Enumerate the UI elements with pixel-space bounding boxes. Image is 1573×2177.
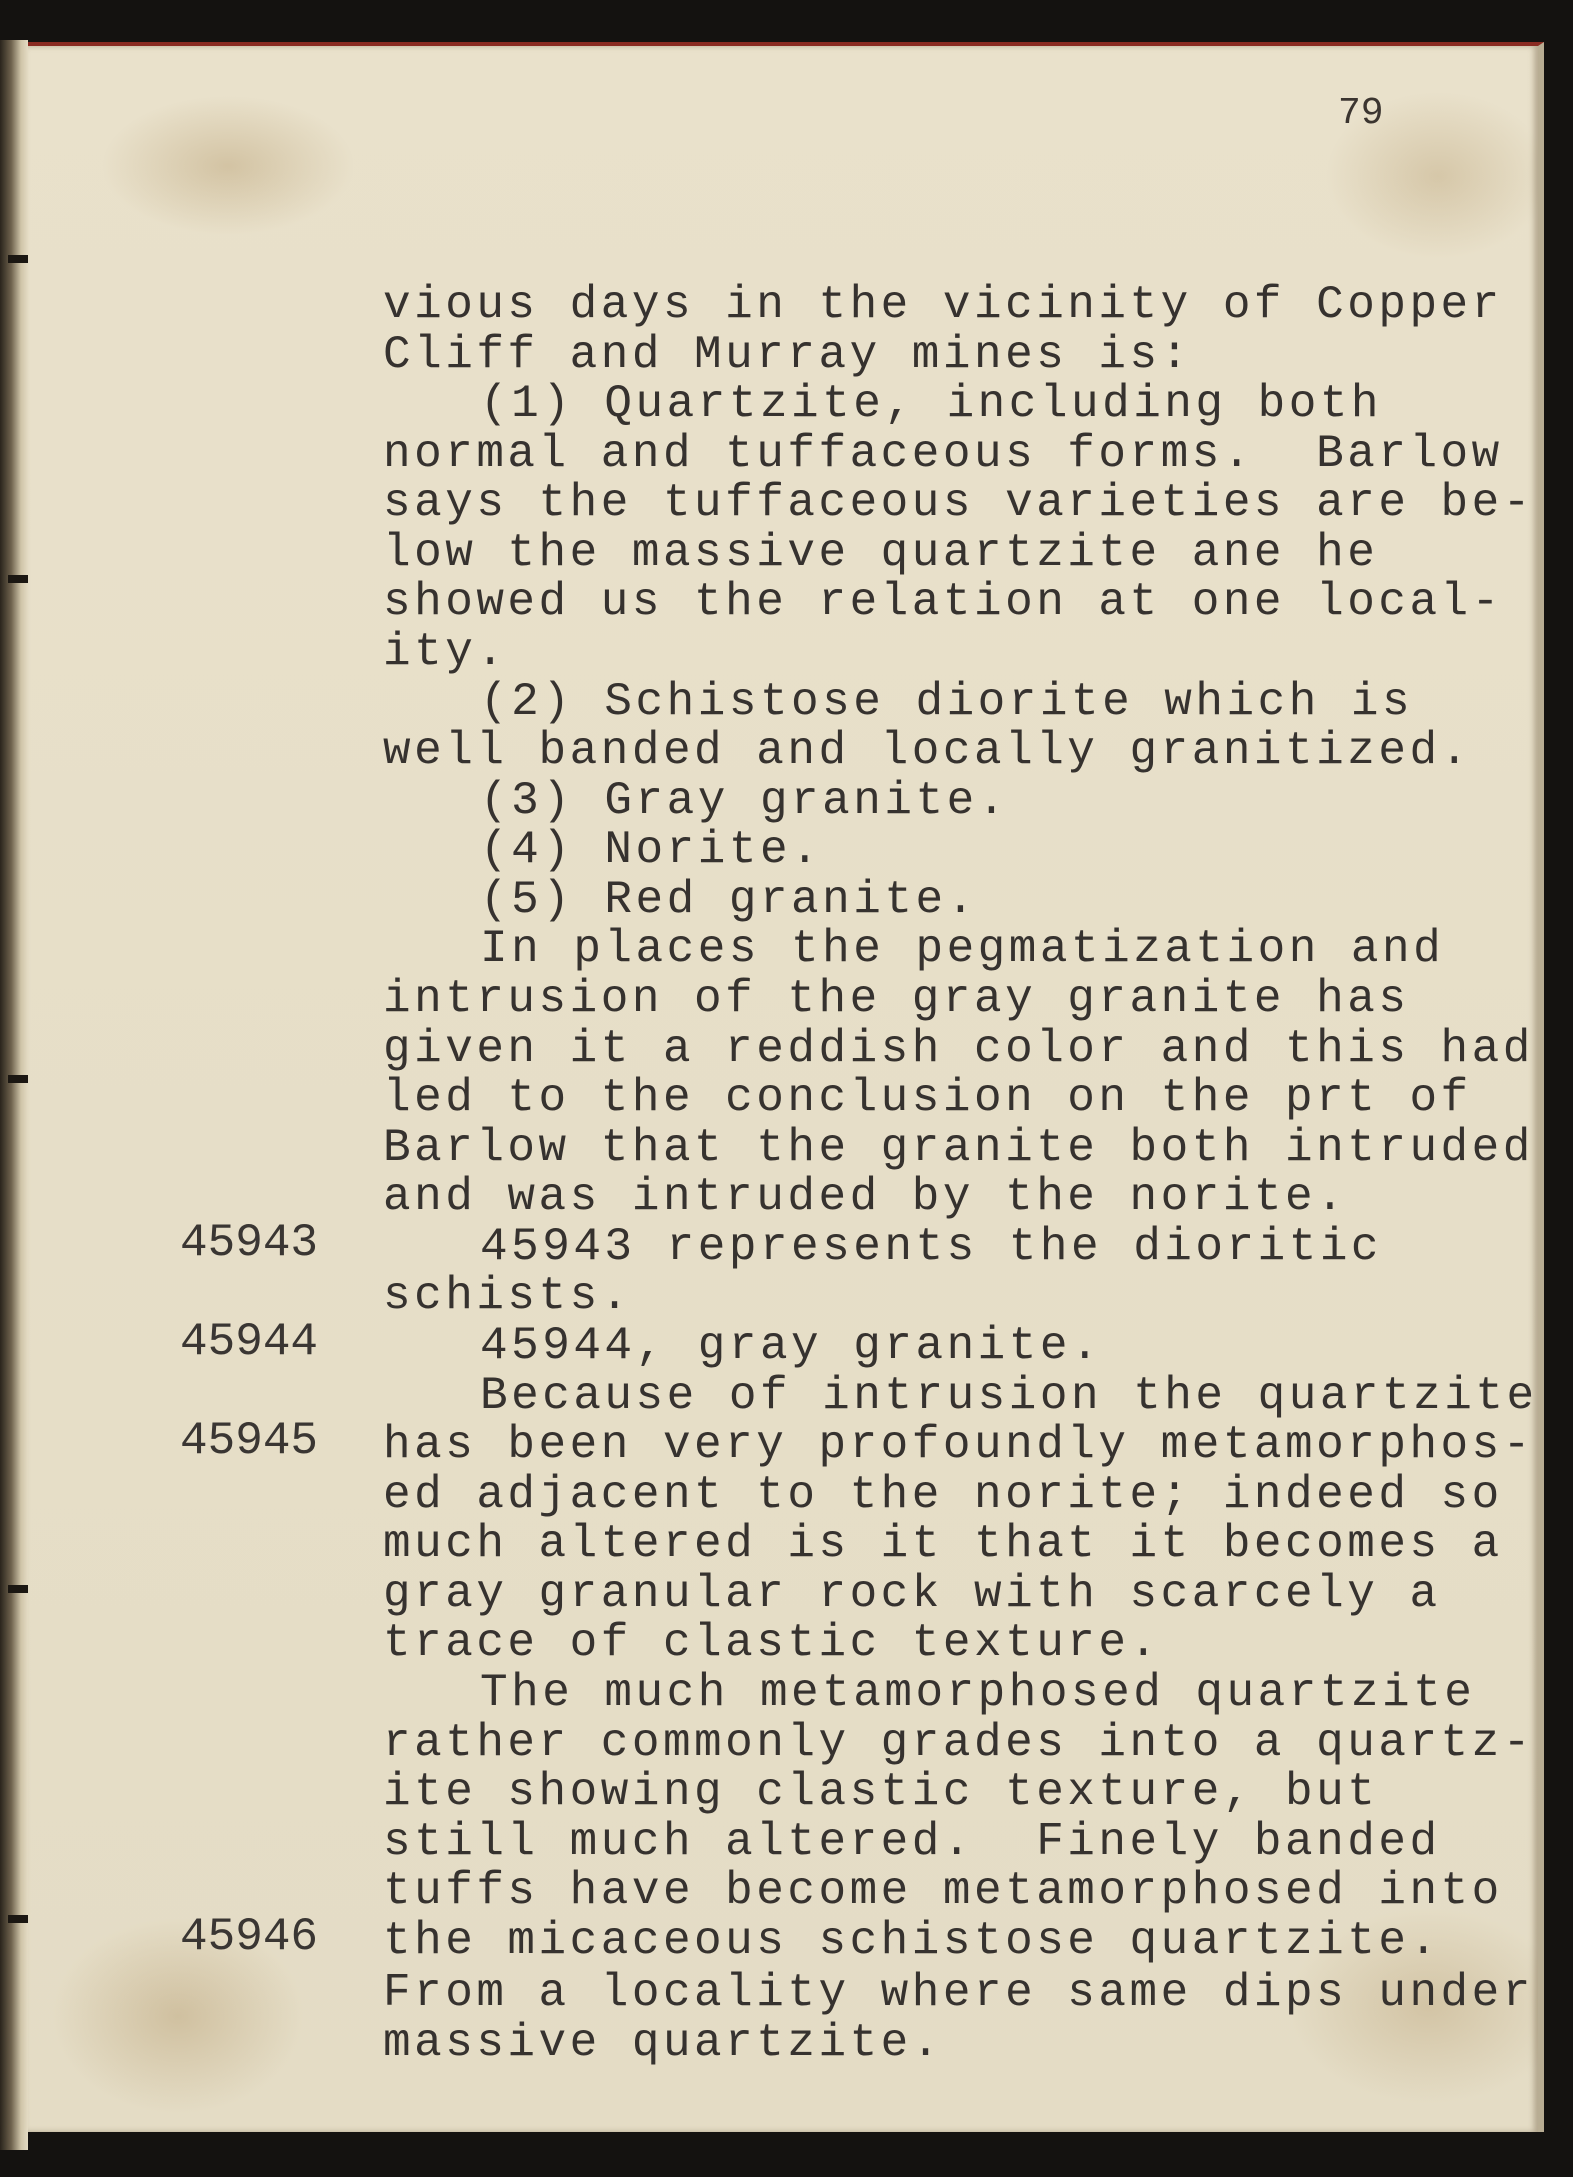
notebook-binding (0, 40, 28, 2150)
text-line: (4) Norite. (480, 824, 823, 876)
text-line: Because of intrusion the quartzite (480, 1370, 1538, 1422)
text-line: vious days in the vicinity of Copper (383, 279, 1503, 331)
text-line: Cliff and Murray mines is: (383, 329, 1192, 381)
text-line: much altered is it that it becomes a (383, 1518, 1503, 1570)
page-number: 79 (1338, 92, 1384, 135)
text-line: Barlow that the granite both intruded (383, 1122, 1534, 1174)
text-line: has been very profoundly metamorphos- (383, 1419, 1534, 1471)
margin-specimen-number: 45943 (180, 1217, 319, 1269)
text-line: (1) Quartzite, including both (480, 378, 1383, 430)
text-line: and was intruded by the norite. (383, 1171, 1348, 1223)
text-line: given it a reddish color and this had (383, 1023, 1534, 1075)
text-line: (3) Gray granite. (480, 775, 1009, 827)
margin-specimen-number: 45944 (180, 1316, 319, 1368)
text-line: low the massive quartzite ane he (383, 527, 1379, 579)
text-line: 45944, gray granite. (480, 1320, 1103, 1372)
text-line: the micaceous schistose quartzite. (383, 1915, 1441, 1967)
text-line: ite showing clastic texture, but (383, 1766, 1379, 1818)
binding-tab (8, 1075, 28, 1083)
text-line: well banded and locally granitized. (383, 725, 1472, 777)
margin-specimen-number: 45945 (180, 1415, 319, 1467)
text-line: showed us the relation at one local- (383, 576, 1503, 628)
text-line: gray granular rock with scarcely a (383, 1568, 1441, 1620)
text-line: normal and tuffaceous forms. Barlow (383, 428, 1503, 480)
text-line: still much altered. Finely banded (383, 1816, 1441, 1868)
text-line: tuffs have become metamorphosed into (383, 1865, 1503, 1917)
binding-tab (8, 575, 28, 583)
binding-tab (8, 1585, 28, 1593)
text-line: The much metamorphosed quartzite (480, 1667, 1476, 1719)
text-line: says the tuffaceous varieties are be- (383, 477, 1534, 529)
text-line: ed adjacent to the norite; indeed so (383, 1469, 1503, 1521)
margin-specimen-number: 45946 (180, 1911, 319, 1963)
binding-tab (8, 255, 28, 263)
text-line: massive quartzite. (383, 2017, 943, 2069)
text-line: From a locality where same dips under (383, 1967, 1534, 2019)
text-line: (5) Red granite. (480, 874, 978, 926)
text-line: 45943 represents the dioritic (480, 1221, 1383, 1273)
text-line: trace of clastic texture. (383, 1617, 1161, 1669)
text-line: ity. (383, 626, 508, 678)
text-line: rather commonly grades into a quartz- (383, 1717, 1534, 1769)
text-line: intrusion of the gray granite has (383, 973, 1410, 1025)
binding-tab (8, 1915, 28, 1923)
text-line: led to the conclusion on the prt of (383, 1072, 1472, 1124)
text-line: schists. (383, 1270, 632, 1322)
text-line: (2) Schistose diorite which is (480, 676, 1414, 728)
text-line: In places the pegmatization and (480, 923, 1445, 975)
